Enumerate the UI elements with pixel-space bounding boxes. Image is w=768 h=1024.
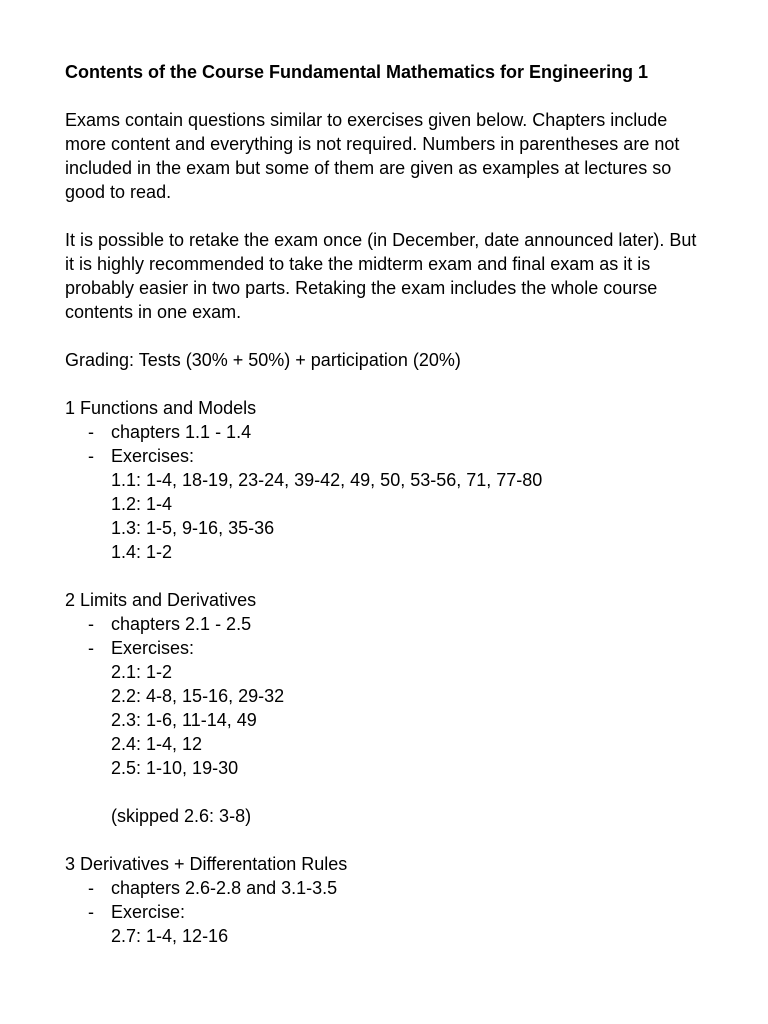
exercise-line: 1.1: 1-4, 18-19, 23-24, 39-42, 49, 50, 53-56, 71, 77-80	[111, 470, 543, 490]
bullet-dash: -	[88, 446, 94, 466]
exercises-bullet	[65, 636, 705, 660]
section-heading: 3 Derivatives + Differentation Rules	[65, 854, 348, 874]
spacer	[65, 828, 705, 852]
spacer	[65, 780, 705, 804]
intro-paragraph: Exams contain questions similar to exercises given below. Chapters include more content and everything is not required. Numbers in parentheses are not included in the exam but some of them are given as examples at lectures so good to read.	[65, 110, 680, 202]
chapters-text: chapters 2.6-2.8 and 3.1-3.5	[111, 878, 338, 898]
chapters-text: chapters 1.1 - 1.4	[111, 422, 252, 442]
chapters-bullet	[65, 876, 705, 900]
exercise-line: 1.3: 1-5, 9-16, 35-36	[111, 518, 275, 538]
spacer	[65, 204, 705, 228]
chapters-text: chapters 2.1 - 2.5	[111, 614, 252, 634]
exercise-line: 1.2: 1-4	[111, 494, 173, 514]
exercise-line: 2.1: 1-2	[111, 662, 173, 682]
exercises-label: Exercise:	[111, 902, 186, 922]
section-functions-and-models	[65, 396, 705, 564]
bullet-dash: -	[88, 638, 94, 658]
spacer	[65, 324, 705, 348]
exercises-bullet	[65, 444, 705, 468]
exercise-line: 1.4: 1-2	[111, 542, 173, 562]
exercises-bullet	[65, 900, 705, 924]
document-page	[65, 60, 705, 948]
chapters-bullet	[65, 612, 705, 636]
exercise-line: 2.5: 1-10, 19-30	[111, 758, 239, 778]
exercise-line: 2.2: 4-8, 15-16, 29-32	[111, 686, 285, 706]
section-limits-and-derivatives	[65, 588, 705, 828]
spacer	[65, 564, 705, 588]
section-heading: 1 Functions and Models	[65, 398, 257, 418]
exercise-line: 2.4: 1-4, 12	[111, 734, 203, 754]
bullet-dash: -	[88, 422, 94, 442]
spacer	[65, 84, 705, 108]
document-title: Contents of the Course Fundamental Mathematics for Engineering 1	[65, 62, 649, 82]
grading-line: Grading: Tests (30% + 50%) + participation (20%)	[65, 350, 461, 370]
chapters-bullet	[65, 420, 705, 444]
section-heading: 2 Limits and Derivatives	[65, 590, 257, 610]
bullet-dash: -	[88, 614, 94, 634]
exercises-label: Exercises:	[111, 446, 195, 466]
exercise-line: 2.3: 1-6, 11-14, 49	[111, 710, 257, 730]
skipped-note: (skipped 2.6: 3-8)	[111, 806, 252, 826]
exercise-line: 2.7: 1-4, 12-16	[111, 926, 229, 946]
spacer	[65, 372, 705, 396]
retake-paragraph: It is possible to retake the exam once (in December, date announced later). But it is highly recommended to take the midterm exam and final exam as it is probably easier in two parts. Retaking the exam includes the whole course contents in one exam.	[65, 230, 697, 322]
section-derivatives-differentiation-rules	[65, 852, 705, 948]
bullet-dash: -	[88, 902, 94, 922]
bullet-dash: -	[88, 878, 94, 898]
exercises-label: Exercises:	[111, 638, 195, 658]
